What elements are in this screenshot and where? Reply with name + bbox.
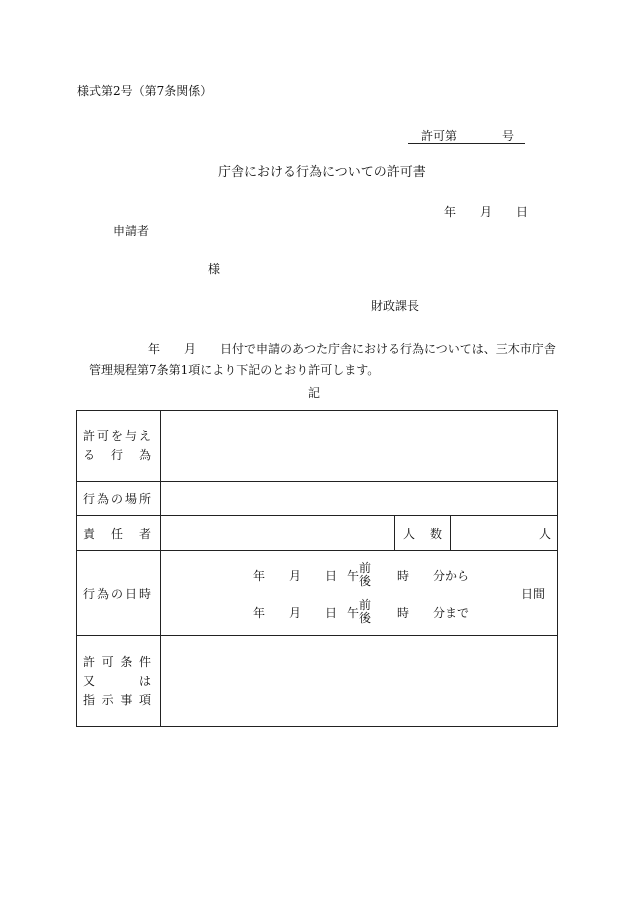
honorific: 様 bbox=[208, 262, 221, 276]
start-minute: 分から bbox=[433, 569, 470, 583]
body-year: 年 bbox=[148, 342, 161, 356]
duration-days: 日間 bbox=[521, 587, 546, 601]
applicant-label: 申請者 bbox=[113, 224, 150, 238]
row-place bbox=[77, 482, 558, 516]
value-place[interactable] bbox=[161, 482, 558, 516]
value-permitted-act[interactable] bbox=[161, 411, 558, 482]
document-title: 庁舎における行為についての許可書 bbox=[218, 165, 426, 180]
label-conditions: 許 可 条 件 又 は 指 示 事 項 bbox=[77, 636, 161, 727]
permit-number-prefix: 許可第 bbox=[421, 129, 458, 143]
end-month: 月 bbox=[289, 606, 302, 620]
value-datetime[interactable] bbox=[161, 551, 558, 636]
label-responsible: 責 任 者 bbox=[77, 516, 161, 551]
end-day: 日 bbox=[325, 606, 338, 620]
issuer-title: 財政課長 bbox=[371, 299, 420, 313]
start-hour: 時 bbox=[397, 569, 410, 583]
headcount-unit: 人 bbox=[539, 526, 552, 541]
permit-number-suffix: 号 bbox=[502, 129, 515, 143]
row-responsible bbox=[77, 516, 558, 551]
label-headcount: 人 数 bbox=[395, 516, 451, 551]
permit-table bbox=[76, 410, 558, 727]
date-day: 日 bbox=[516, 205, 529, 219]
end-noon: 午 bbox=[347, 606, 360, 620]
permit-number bbox=[408, 129, 525, 144]
row-permitted-act bbox=[77, 411, 558, 482]
row-datetime bbox=[77, 551, 558, 636]
start-day: 日 bbox=[325, 569, 338, 583]
value-headcount[interactable] bbox=[451, 516, 558, 551]
label-place: 行 為 の 場 所 bbox=[77, 482, 161, 516]
start-ampm: 前 後 bbox=[359, 561, 372, 588]
body-line1: 日付で申請のあつた庁舎における行為については、三木市庁舎 bbox=[220, 342, 556, 356]
date-year: 年 bbox=[444, 205, 457, 219]
value-responsible[interactable] bbox=[161, 516, 395, 551]
end-ampm: 前 後 bbox=[359, 598, 372, 625]
label-permitted-act: 許 可 を 与 え る 行 為 bbox=[77, 411, 161, 482]
value-conditions[interactable] bbox=[161, 636, 558, 727]
note-label: 記 bbox=[308, 386, 321, 400]
start-month: 月 bbox=[289, 569, 302, 583]
start-noon: 午 bbox=[347, 569, 360, 583]
form-number: 様式第2号（第7条関係） bbox=[77, 84, 213, 98]
date-month: 月 bbox=[480, 205, 493, 219]
body-month: 月 bbox=[184, 342, 197, 356]
row-conditions bbox=[77, 636, 558, 727]
end-year: 年 bbox=[253, 606, 266, 620]
label-datetime: 行 為 の 日 時 bbox=[77, 551, 161, 636]
end-hour: 時 bbox=[397, 606, 410, 620]
start-year: 年 bbox=[253, 569, 266, 583]
body-line2: 管理規程第7条第1項により下記のとおり許可します。 bbox=[89, 363, 380, 377]
end-minute: 分まで bbox=[433, 606, 470, 620]
